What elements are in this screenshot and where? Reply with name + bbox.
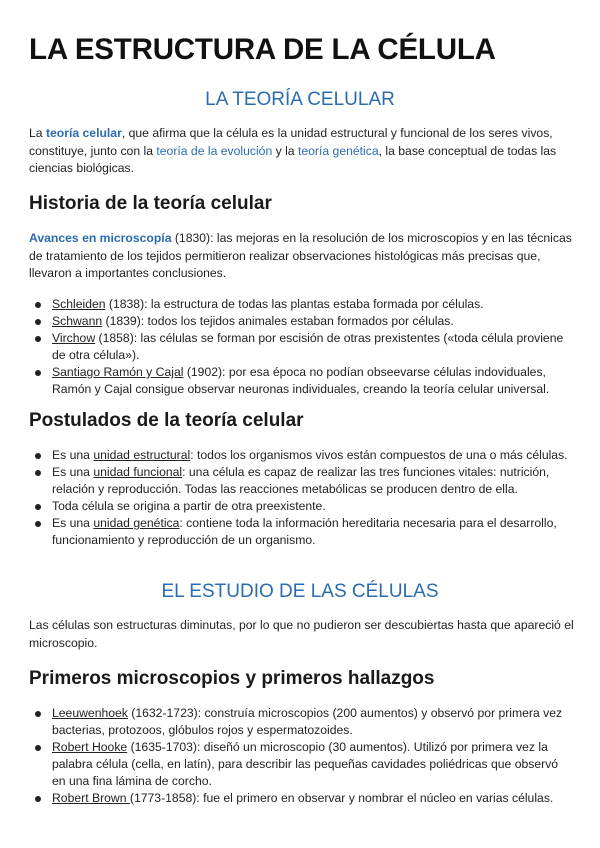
list-item-text: Es una (52, 516, 94, 530)
link-robert-brown[interactable]: Robert Brown (52, 791, 130, 805)
page-title: LA ESTRUCTURA DE LA CÉLULA (29, 33, 496, 66)
history-lead-text: (1830): las mejoras en la resolución de los microscopios y en las técnicas de tratamiento de los tejidos permitieron realizar observaciones histológicas más precisas que, llevaron a importantes conclusiones. (29, 231, 572, 280)
list-item-text: Es una (52, 465, 94, 479)
list-item (29, 790, 574, 807)
list-item-text: (1635-1703): diseñó un microscopio (30 aumentos). Utilizó por primera vez la palabra célula (cella, en latín), para describir las pequeñas cavidades poliédricas que observó en una fina lámina de corcho. (52, 740, 559, 788)
list-item (29, 296, 574, 313)
list-item (29, 464, 574, 498)
term-unidad-genetica: unidad genética (93, 516, 180, 530)
link-avances-microscopia[interactable]: Avances en microscopía (29, 231, 172, 245)
list-item (29, 447, 574, 464)
link-schleiden[interactable]: Schleiden (52, 297, 106, 311)
list-item-text: (1902): por esa época no podían obseevarse células indoviduales, Ramón y Cajal consigue observar neuronas individuales, creando la teoría celular universal. (52, 365, 550, 396)
link-teoria-evolucion[interactable]: teoría de la evolución (156, 143, 273, 158)
link-teoria-genetica[interactable]: teoría genética (297, 143, 379, 158)
intro-text: , la base conceptual de todas las ciencias biológicas. (29, 143, 557, 175)
link-ramon-y-cajal[interactable]: Santiago Ramón y Cajal (52, 365, 184, 379)
list-item-text: Es una (52, 448, 94, 462)
list-item (29, 498, 574, 515)
section-title-estudio: EL ESTUDIO DE LAS CÉLULAS (161, 581, 439, 602)
link-leeuwenhoek[interactable]: Leeuwenhoek (52, 706, 128, 720)
intro-text: La (29, 126, 46, 140)
link-robert-hooke[interactable]: Robert Hooke (52, 740, 128, 754)
list-item (29, 705, 574, 739)
estudio-intro-paragraph: Las células son estructuras diminutas, por lo que no pudieron ser descubiertas hasta que apareció el microscopio. (29, 618, 574, 650)
list-item-text: : todos los organismos vivos están compuestos de una o más células. (190, 448, 568, 462)
list-item (29, 515, 574, 549)
heading-primeros-microscopios: Primeros microscopios y primeros hallazgos (29, 668, 435, 689)
section-title-teoria: LA TEORÍA CELULAR (205, 89, 395, 110)
heading-postulados: Postulados de la teoría celular (29, 410, 304, 431)
list-item-text: (1839): todos los tejidos animales estaban formados por células. (102, 314, 454, 328)
link-teoria-celular[interactable]: teoría celular (45, 126, 122, 140)
list-item-text: (1858): las células se forman por escisión de otras prexistentes («toda célula proviene de otra célula»). (52, 331, 564, 362)
intro-paragraph (29, 125, 574, 178)
list-item-text: (1773-1858): fue el primero en observar y nombrar el núcleo en varias células. (129, 791, 554, 805)
list-item-text: : una célula es capaz de realizar las tres funciones vitales: nutrición, relación y reproducción. Todas las reacciones metabólicas se producen dentro de ella. (52, 465, 550, 496)
list-item-text: : contiene toda la información hereditaria necesaria para el desarrollo, funcionamiento y reproducción de un organismo. (52, 516, 557, 547)
intro-text: , que afirma que la célula es la unidad estructural y funcional de los seres vivos, constituye, junto con la (29, 126, 553, 158)
list-item (29, 330, 574, 364)
list-item (29, 313, 574, 330)
postulates-list (29, 447, 574, 549)
microscopes-list (29, 705, 574, 807)
history-lead-paragraph (29, 230, 574, 283)
term-unidad-estructural: unidad estructural (93, 448, 191, 462)
intro-text: y la (272, 143, 298, 158)
list-item (29, 364, 574, 398)
history-list (29, 296, 574, 398)
list-item-text: Toda célula se origina a partir de otra preexistente. (52, 499, 326, 513)
list-item (29, 739, 574, 790)
link-virchow[interactable]: Virchow (52, 331, 96, 345)
heading-historia: Historia de la teoría celular (29, 193, 272, 214)
link-schwann[interactable]: Schwann (52, 314, 103, 328)
term-unidad-funcional: unidad funcional (93, 465, 183, 479)
list-item-text: (1838): la estructura de todas las plantas estaba formada por células. (105, 297, 484, 311)
list-item-text: (1632-1723): construía microscopios (200 aumentos) y observó por primera vez bacterias, protozoos, glóbulos rojos y espermatozoides. (52, 706, 563, 737)
